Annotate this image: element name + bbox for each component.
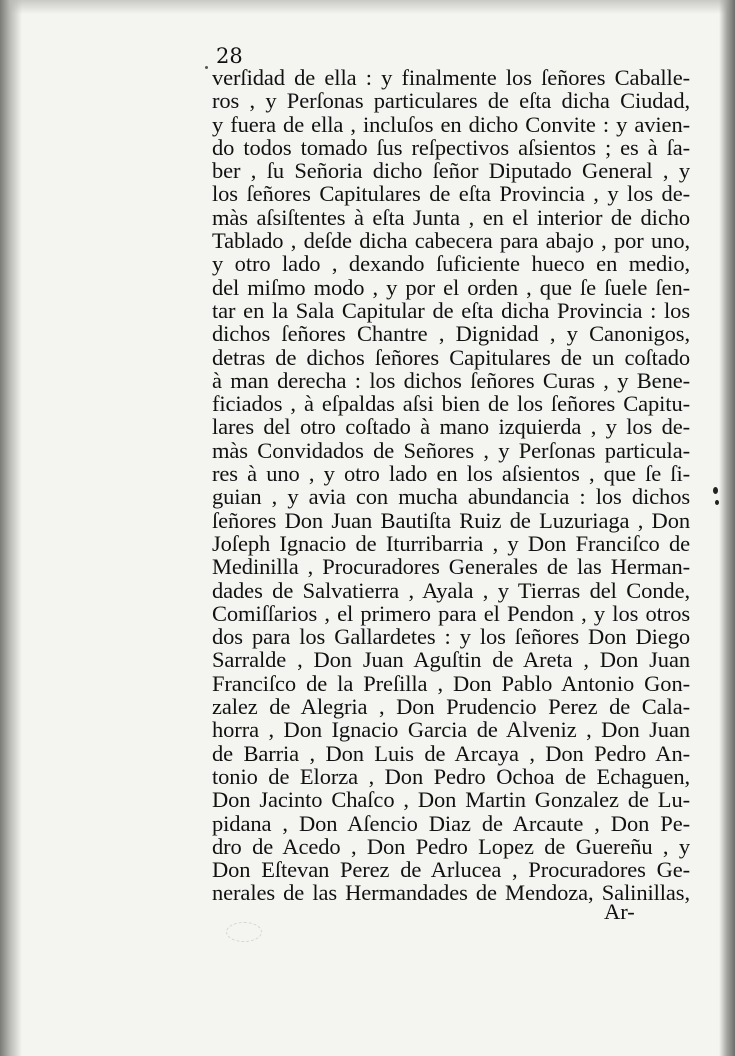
- text-line: ficiados , à eſpaldas aſsi bien de los ſeñores Capitu-: [212, 391, 690, 417]
- text-line: zalez de Alegria , Don Prudencio Perez de Cala-: [212, 694, 690, 720]
- text-line: y otro lado , dexando ſuficiente hueco en medio,: [212, 251, 690, 277]
- ink-speck: [715, 500, 719, 505]
- text-line: lares del otro coſtado à mano izquierda , y los de-: [212, 414, 690, 440]
- text-line: dos para los Gallardetes : y los ſeñores Don Diego: [212, 624, 690, 650]
- text-line: nerales de las Hermandades de Mendoza, Salinillas,: [212, 880, 690, 906]
- faded-stamp-mark: [226, 922, 262, 942]
- text-line: do todos tomado ſus reſpectivos aſsientos ; es à ſa-: [212, 134, 690, 160]
- text-line: guian , y avia con mucha abundancia : los dichos: [212, 484, 690, 510]
- text-line: Joſeph Ignacio de Iturribarria , y Don Franciſco de: [212, 530, 690, 556]
- page-number: 28: [216, 44, 243, 68]
- catchword: Ar-: [604, 899, 635, 924]
- text-line: tonio de Elorza , Don Pedro Ochoa de Echaguen,: [212, 763, 690, 789]
- page-right-edge-shadow: [719, 0, 735, 1056]
- text-line: horra , Don Ignacio Garcia de Alveniz , Don Juan: [212, 717, 690, 743]
- ink-speck: [713, 487, 718, 494]
- text-line: ſeñores Don Juan Bautiſta Ruiz de Luzuriaga , Don: [212, 507, 690, 533]
- page-top-edge-shadow: [0, 0, 735, 14]
- text-line: de Barria , Don Luis de Arcaya , Don Pedro An-: [212, 740, 690, 766]
- text-line: Franciſco de la Preſilla , Don Pablo Antonio Gon-: [212, 670, 690, 696]
- text-line: tar en la Sala Capitular de eſta dicha Provincia : los: [212, 297, 690, 323]
- text-line: Medinilla , Procuradores Generales de las Herman-: [212, 554, 690, 580]
- text-line: detras de dichos ſeñores Capitulares de un coſtado: [212, 344, 690, 370]
- text-line: Don Jacinto Chaſco , Don Martin Gonzalez de Lu-: [212, 787, 690, 813]
- text-line: dichos ſeñores Chantre , Dignidad , y Canonigos,: [212, 321, 690, 347]
- text-line: Tablado , deſde dicha cabecera para abajo , por uno,: [212, 228, 690, 254]
- text-line: pidana , Don Aſencio Diaz de Arcaute , Don Pe-: [212, 810, 690, 836]
- text-line: del miſmo modo , y por el orden , que ſe ſuele ſen-: [212, 274, 690, 300]
- text-line: màs Convidados de Señores , y Perſonas particula-: [212, 437, 690, 463]
- text-line: y fuera de ella , incluſos en dicho Convite : y avien-: [212, 111, 690, 137]
- text-line: ros , y Perſonas particulares de eſta dicha Ciudad,: [212, 88, 690, 114]
- text-line: Comiſſarios , el primero para el Pendon , y los otros: [212, 600, 690, 626]
- text-line: verſidad de ella : y finalmente los ſeñores Caballe-: [212, 65, 690, 90]
- text-line: dro de Acedo , Don Pedro Lopez de Guereñu , y: [212, 833, 690, 859]
- text-line: los ſeñores Capitulares de eſta Provincia , y los de-: [212, 181, 690, 207]
- text-line: Don Eſtevan Perez de Arlucea , Procuradores Ge-: [212, 857, 690, 883]
- body-text: [212, 66, 690, 905]
- page-gutter-shadow: [0, 0, 22, 1056]
- text-line: à man derecha : los dichos ſeñores Curas , y Bene-: [212, 367, 690, 393]
- text-line: ber , ſu Señoria dicho ſeñor Diputado General , y: [212, 158, 690, 184]
- ink-speck: [205, 66, 208, 69]
- text-line: Sarralde , Don Juan Aguſtin de Areta , Don Juan: [212, 647, 690, 673]
- text-line: dades de Salvatierra , Ayala , y Tierras del Conde,: [212, 577, 690, 603]
- text-line: màs aſsiſtentes à eſta Junta , en el interior de dicho: [212, 204, 690, 230]
- text-line: res à uno , y otro lado en los aſsientos , que ſe ſi-: [212, 461, 690, 487]
